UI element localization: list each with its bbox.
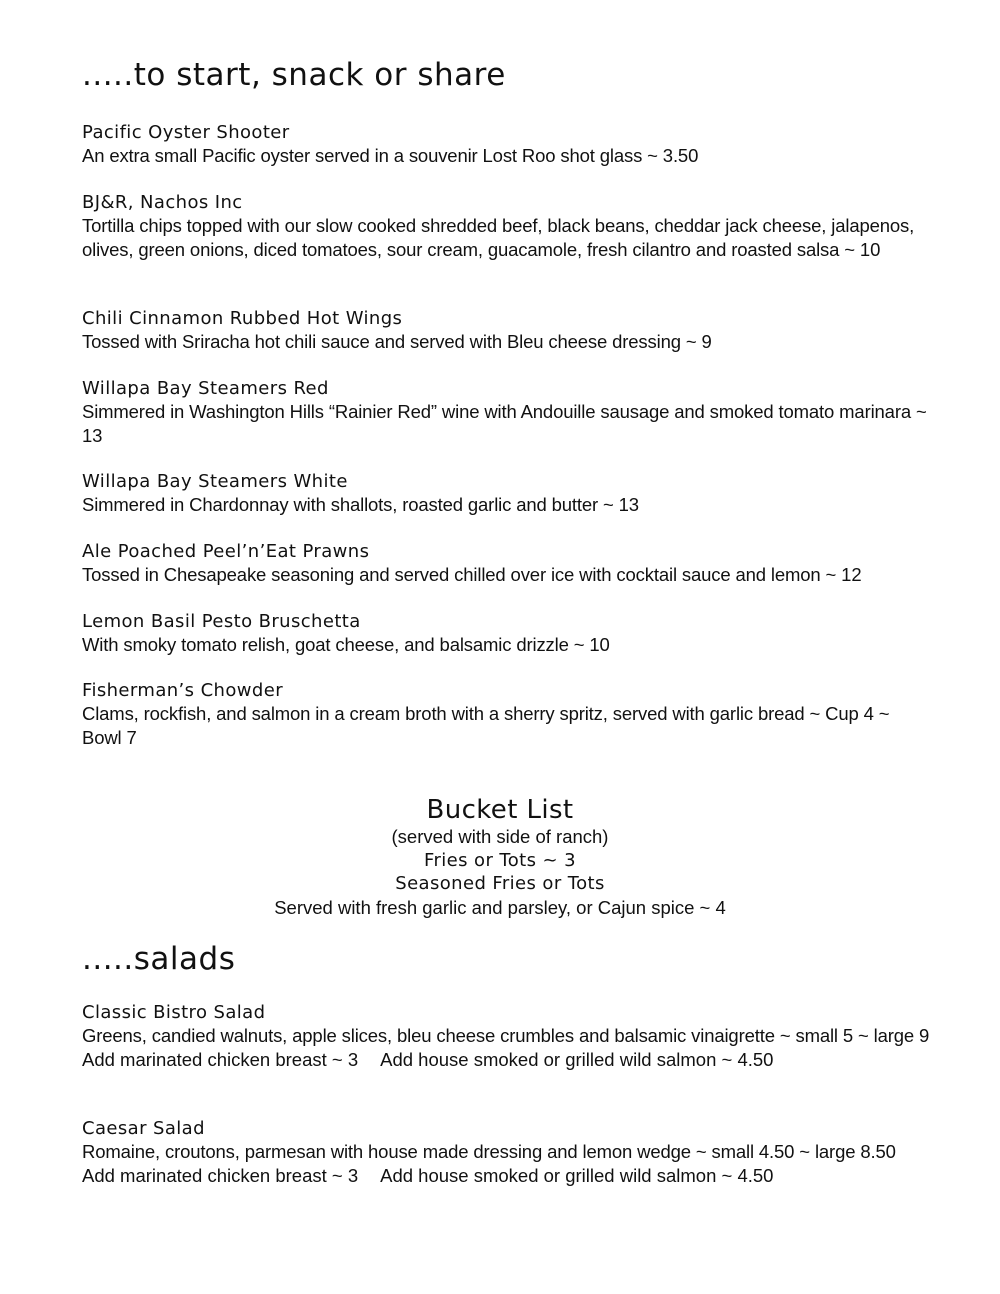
addon-chicken: Add marinated chicken breast ~ 3 (82, 1048, 359, 1070)
salads-section-title: .....salads (82, 941, 236, 977)
addon-chicken: Add marinated chicken breast ~ 3 (82, 1164, 359, 1186)
item-name: Classic Bistro Salad (82, 1002, 266, 1023)
item-description: Greens, candied walnuts, apple slices, bleu cheese crumbles and balsamic vinaigrette ~ small 5 ~ large 9 (82, 1025, 930, 1046)
menu-item-hot-wings (82, 307, 932, 354)
item-name: Caesar Salad (82, 1118, 205, 1139)
bucket-list-section (82, 795, 918, 919)
addon-line (82, 1048, 932, 1072)
item-name: Pacific Oyster Shooter (82, 122, 290, 143)
addon-salmon: Add house smoked or grilled wild salmon ~ 4.50 (380, 1164, 774, 1186)
item-description: Clams, rockfish, and salmon in a cream broth with a sherry spritz, served with garlic bread ~ Cup 4 ~ Bowl 7 (82, 703, 890, 748)
menu-item-prawns (82, 540, 932, 587)
item-name: BJ&R, Nachos Inc (82, 192, 243, 213)
bucket-item-seasoned-description: Served with fresh garlic and parsley, or Cajun spice ~ 4 (274, 896, 726, 918)
item-description: Simmered in Chardonnay with shallots, roasted garlic and butter ~ 13 (82, 494, 639, 515)
item-description: Tossed in Chesapeake seasoning and served chilled over ice with cocktail sauce and lemon ~ 12 (82, 564, 862, 585)
item-name: Fisherman’s Chowder (82, 680, 283, 701)
bucket-item-seasoned-fries: Seasoned Fries or Tots (395, 873, 605, 894)
item-name: Chili Cinnamon Rubbed Hot Wings (82, 308, 403, 329)
menu-item-caesar-salad (82, 1117, 932, 1187)
item-name: Willapa Bay Steamers Red (82, 378, 329, 399)
bucket-list-subtitle: (served with side of ranch) (391, 826, 609, 847)
menu-item-steamers-white (82, 470, 932, 517)
item-name: Ale Poached Peel’n’Eat Prawns (82, 541, 370, 562)
item-description: Simmered in Washington Hills “Rainier Red” wine with Andouille sausage and smoked tomato marinara ~ 13 (82, 401, 927, 446)
item-description: Romaine, croutons, parmesan with house made dressing and lemon wedge ~ small 4.50 ~ large 8.50 (82, 1141, 896, 1162)
menu-item-chowder (82, 679, 932, 749)
menu-item-steamers-red (82, 377, 932, 447)
menu-item-oyster-shooter (82, 121, 932, 168)
item-name: Willapa Bay Steamers White (82, 471, 348, 492)
item-description: With smoky tomato relish, goat cheese, and balsamic drizzle ~ 10 (82, 634, 610, 655)
menu-item-bruschetta (82, 610, 932, 657)
menu-item-nachos (82, 191, 932, 261)
bucket-list-title: Bucket List (426, 795, 574, 825)
starters-section-title: .....to start, snack or share (82, 57, 506, 93)
addon-line (82, 1164, 932, 1188)
addon-salmon: Add house smoked or grilled wild salmon ~ 4.50 (380, 1048, 774, 1070)
item-description: An extra small Pacific oyster served in a souvenir Lost Roo shot glass ~ 3.50 (82, 145, 699, 166)
item-description: Tossed with Sriracha hot chili sauce and served with Bleu cheese dressing ~ 9 (82, 331, 712, 352)
bucket-item-fries-tots: Fries or Tots ~ 3 (424, 849, 576, 871)
item-name: Lemon Basil Pesto Bruschetta (82, 611, 361, 632)
item-description: Tortilla chips topped with our slow cooked shredded beef, black beans, cheddar jack cheese, jalapenos, olives, green onions, diced tomatoes, sour cream, guacamole, fresh cilantro and roasted salsa ~ 10 (82, 215, 915, 260)
menu-item-bistro-salad (82, 1001, 932, 1071)
